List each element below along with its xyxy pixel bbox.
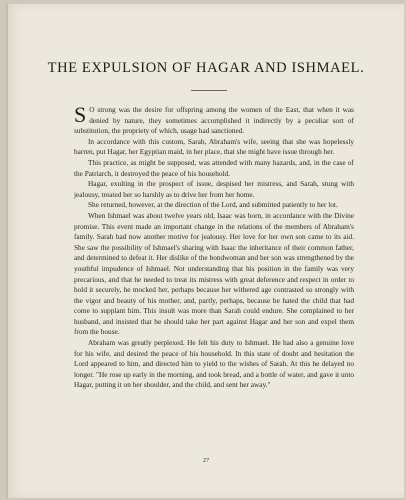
- paragraph-4: Hagar, exulting in the prospect of issue, despised her mistress, and Sarah, stung with jealousy, treated her so harshly as to drive her from her home.: [74, 179, 354, 199]
- paragraph-7: Abraham was greatly perplexed. He felt his duty to Ishmael. He had also a genuine love for his wife, and desired the peace of his household. In this state of doubt and hesitation the Lord appeared to him, and directed him to yield to the wishes of Sarah. At this he delayed no longer. "He rose up early in the morning, and took bread, and a bottle of water, and gave it unto Hagar, putting it on her shoulder, and the child, and sent her away.": [74, 338, 354, 390]
- drop-cap: S: [74, 102, 87, 127]
- paragraph-2: In accordance with this custom, Sarah, Abraham's wife, seeing that she was hopelessly barren, put Hagar, her Egyptian maid, in her place, that she might have issue through her.: [74, 136, 354, 157]
- body-text: [74, 102, 354, 391]
- paragraph-1-text: O strong was the desire for offspring among the women of the East, that when it was denied by nature, they sometimes accomplished it indirectly by a peculiar sort of substitution, the propriety of which, usage had sanctioned.: [74, 105, 354, 136]
- book-page: [6, 4, 405, 498]
- title-divider: [191, 90, 227, 91]
- page-number: 27: [202, 457, 210, 464]
- paragraph-5: She returned, however, at the direction of the Lord, and submitted patiently to her lot.: [88, 200, 338, 210]
- paragraph-3: This practice, as might be supposed, was attended with many hazards, and, in the case of the Patriarch, it destroyed the peace of his household.: [74, 157, 354, 178]
- paragraph-6: When Ishmael was about twelve years old, Isaac was born, in accordance with the Divine promise. This event made an important change in the relations of the members of Abraham's family. Sarah had now another motive for jealousy. Her love for her own son came to its aid. She saw the possibility of Ishmael's sharing with Isaac the inheritance of their common father, and determined to defeat it. Her dislike of the bondwoman and her son was strengthened by the youthful impudence of Ishmael. Not understanding that his position in the family was very precarious, and that he needed to treat its mistress with great deference and respect in order to hold it securely, he mocked her, perhaps because her withered age contrasted so strongly with the vigor and beauty of his mother, and, partly, perhaps, because he hated the child that had come to supplant him. This insult was more than Sarah could endure. She complained to her husband, and insisted that he should take her part against Hagar and her son and expel them from the house.: [74, 210, 354, 337]
- page-title: THE EXPULSION OF HAGAR AND ISHMAEL.: [47, 60, 365, 76]
- paragraph-1: [74, 102, 354, 137]
